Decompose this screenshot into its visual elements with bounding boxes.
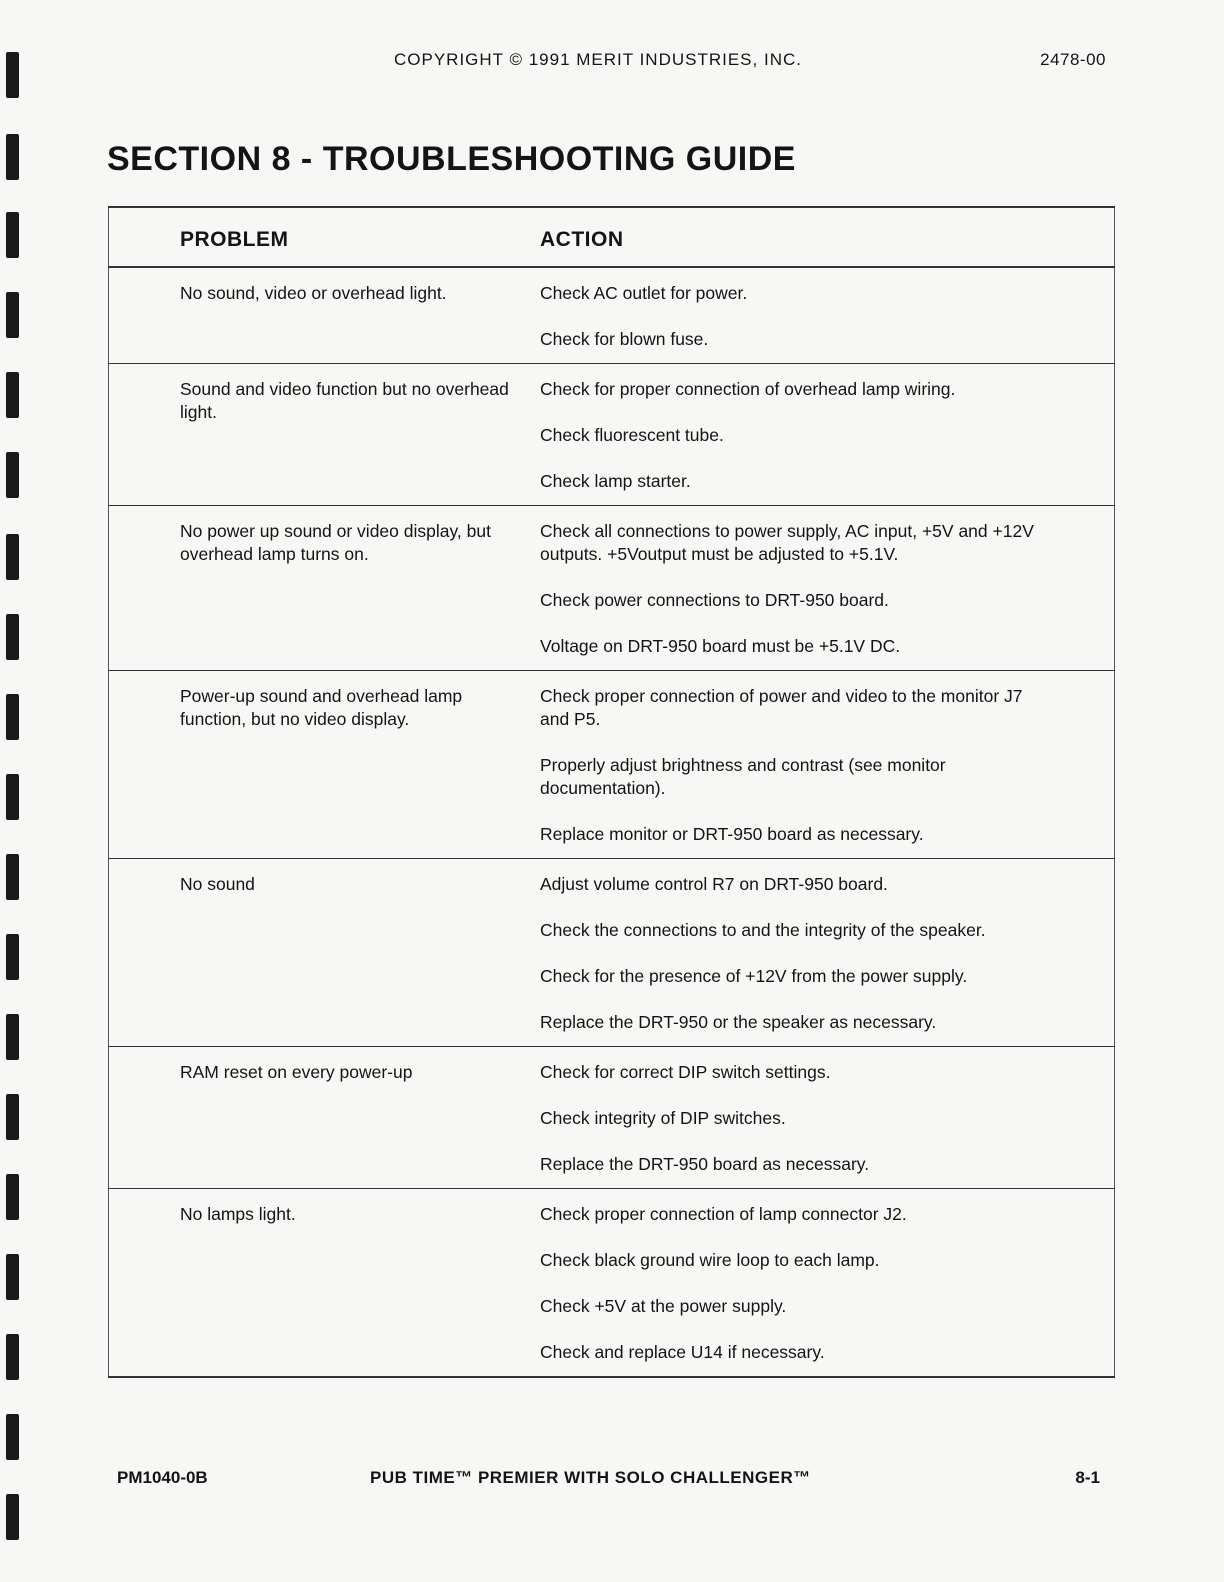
- action-cell: [540, 1189, 1115, 1378]
- table-row: [109, 1189, 1115, 1378]
- punch-hole: [6, 134, 19, 180]
- table-row: [109, 1047, 1115, 1189]
- punch-hole: [6, 1094, 19, 1140]
- binding-punch-marks: [0, 0, 40, 1582]
- footer-part-number: PM1040-0B: [117, 1468, 208, 1487]
- punch-hole: [6, 212, 19, 258]
- action-item: Check for proper connection of overhead lamp wiring.: [540, 379, 956, 399]
- action-item: Check and replace U14 if necessary.: [540, 1342, 825, 1362]
- action-cell: [540, 267, 1115, 364]
- table-header-row: [109, 207, 1115, 267]
- troubleshooting-table: [108, 206, 1115, 1378]
- action-item: Check for correct DIP switch settings.: [540, 1062, 831, 1082]
- action-item: Check black ground wire loop to each lamp.: [540, 1250, 880, 1270]
- action-item: Voltage on DRT-950 board must be +5.1V DC.: [540, 636, 901, 656]
- action-item: Check +5V at the power supply.: [540, 1296, 787, 1316]
- punch-hole: [6, 452, 19, 498]
- action-item: Properly adjust brightness and contrast (see monitor documentation).: [540, 755, 946, 798]
- punch-hole: [6, 1334, 19, 1380]
- problem-cell: RAM reset on every power-up: [109, 1047, 541, 1189]
- action-cell: [540, 506, 1115, 671]
- action-item: Adjust volume control R7 on DRT-950 board.: [540, 874, 888, 894]
- action-item: Check power connections to DRT-950 board.: [540, 590, 889, 610]
- action-cell: [540, 364, 1115, 506]
- punch-hole: [6, 774, 19, 820]
- action-item: Replace the DRT-950 board as necessary.: [540, 1154, 870, 1174]
- table-row: [109, 364, 1115, 506]
- punch-hole: [6, 1014, 19, 1060]
- problem-cell: Sound and video function but no overhead light.: [109, 364, 541, 506]
- table-body: [109, 267, 1115, 1377]
- action-cell: [540, 859, 1115, 1047]
- action-item: Check the connections to and the integrity of the speaker.: [540, 920, 986, 940]
- action-item: Replace the DRT-950 or the speaker as necessary.: [540, 1012, 937, 1032]
- action-item: Check AC outlet for power.: [540, 283, 748, 303]
- action-item: Check proper connection of power and video to the monitor J7 and P5.: [540, 686, 1023, 729]
- punch-hole: [6, 694, 19, 740]
- punch-hole: [6, 614, 19, 660]
- punch-hole: [6, 1414, 19, 1460]
- action-column-header: ACTION: [540, 207, 1115, 267]
- problem-cell: No power up sound or video display, but overhead lamp turns on.: [109, 506, 541, 671]
- action-item: Check fluorescent tube.: [540, 425, 724, 445]
- problem-cell: No sound: [109, 859, 541, 1047]
- action-item: Replace monitor or DRT-950 board as necessary.: [540, 824, 924, 844]
- footer-page-number: 8-1: [1075, 1468, 1100, 1487]
- punch-hole: [6, 292, 19, 338]
- problem-cell: No lamps light.: [109, 1189, 541, 1378]
- table-row: [109, 506, 1115, 671]
- footer-product-name: PUB TIME™ PREMIER WITH SOLO CHALLENGER™: [370, 1468, 811, 1487]
- punch-hole: [6, 1494, 19, 1540]
- problem-cell: No sound, video or overhead light.: [109, 267, 541, 364]
- punch-hole: [6, 1254, 19, 1300]
- problem-column-header: PROBLEM: [109, 207, 541, 267]
- action-item: Check lamp starter.: [540, 471, 691, 491]
- action-item: Check integrity of DIP switches.: [540, 1108, 786, 1128]
- punch-hole: [6, 52, 19, 98]
- punch-hole: [6, 854, 19, 900]
- section-title: SECTION 8 - TROUBLESHOOTING GUIDE: [107, 140, 796, 178]
- copyright-notice: COPYRIGHT © 1991 MERIT INDUSTRIES, INC.: [394, 50, 802, 69]
- table-row: [109, 671, 1115, 859]
- punch-hole: [6, 934, 19, 980]
- punch-hole: [6, 372, 19, 418]
- punch-hole: [6, 1174, 19, 1220]
- table-row: [109, 267, 1115, 364]
- action-cell: [540, 671, 1115, 859]
- problem-cell: Power-up sound and overhead lamp function, but no video display.: [109, 671, 541, 859]
- punch-hole: [6, 534, 19, 580]
- action-item: Check for the presence of +12V from the power supply.: [540, 966, 968, 986]
- action-item: Check for blown fuse.: [540, 329, 709, 349]
- action-item: Check all connections to power supply, AC input, +5V and +12V outputs. +5Voutput must be adjusted to +5.1V.: [540, 521, 1034, 564]
- action-cell: [540, 1047, 1115, 1189]
- document-number: 2478-00: [1040, 50, 1106, 69]
- action-item: Check proper connection of lamp connector J2.: [540, 1204, 907, 1224]
- table-row: [109, 859, 1115, 1047]
